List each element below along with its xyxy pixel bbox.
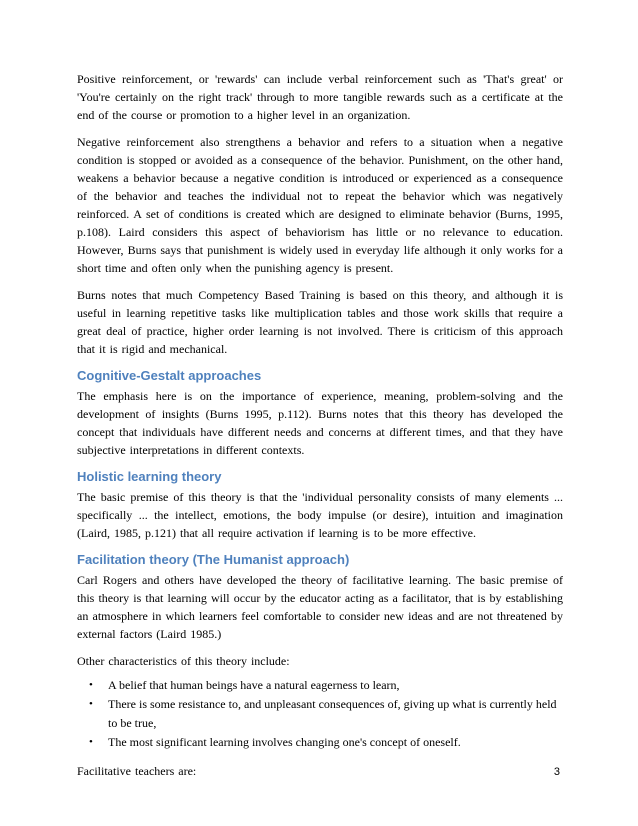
list-item-text: There is some resistance to, and unpleasant consequences of, giving up what is currently held to be true, (108, 697, 557, 730)
page-number: 3 (553, 766, 560, 778)
paragraph-holistic-learning: The basic premise of this theory is that the 'individual personality consists of many elements ... specifically ... the intellect, emotions, the body impulse (or desire), intuition and imagination (Laird, 1985, p.121) that all require activation if learning is to be more effective. (77, 490, 563, 540)
facilitative-teachers-intro: Facilitative teachers are: (77, 764, 197, 778)
document-page (77, 70, 563, 780)
paragraph-positive-reinforcement: Positive reinforcement, or 'rewards' can include verbal reinforcement such as 'That's great' or 'You're certainly on the right track' through to more tangible rewards such as a certificate at the end of the course or promotion to a higher level in an organization. (77, 72, 563, 122)
heading-cognitive-gestalt: Cognitive-Gestalt approaches (77, 368, 262, 383)
bullet-icon: • (89, 698, 93, 710)
heading-facilitation-theory: Facilitation theory (The Humanist approach) (77, 552, 350, 567)
list-item-text: The most significant learning involves changing one's concept of oneself. (108, 735, 461, 749)
paragraph-competency-training: Burns notes that much Competency Based Training is based on this theory, and although it is useful in learning repetitive tasks like multiplication tables and those work skills that require a great deal of practice, higher order learning is not involved. There is criticism of this approach that it is rigid and mechanical. (77, 288, 563, 356)
list-item-text: A belief that human beings have a natural eagerness to learn, (108, 678, 400, 692)
paragraph-facilitation-theory: Carl Rogers and others have developed the theory of facilitative learning. The basic premise of this theory is that learning will occur by the educator acting as a facilitator, that is by establishing an atmosphere in which learners feel comfortable to consider new ideas and are not threatened by external factors (Laird 1985.) (77, 573, 563, 641)
list-item (77, 676, 563, 695)
list-item (77, 695, 563, 733)
other-characteristics-intro: Other characteristics of this theory include: (77, 654, 290, 668)
paragraph-negative-reinforcement: Negative reinforcement also strengthens a behavior and refers to a situation when a negative condition is stopped or avoided as a consequence of the behavior. Punishment, on the other hand, weakens a behavior because a negative condition is introduced or experienced as a consequence of the behavior and teaches the individual not to repeat the behavior which was negatively reinforced. A set of conditions is created which are designed to eliminate behavior (Burns, 1995, p.108). Laird considers this aspect of behaviorism has little or no relevance to education. However, Burns says that punishment is widely used in everyday life although it only works for a short time and often only when the punishing agency is present. (77, 135, 563, 275)
list-item (77, 733, 563, 752)
heading-holistic-learning: Holistic learning theory (77, 469, 222, 484)
paragraph-cognitive-gestalt: The emphasis here is on the importance of experience, meaning, problem-solving and the development of insights (Burns 1995, p.112). Burns notes that this theory has developed the concept that individuals have different needs and concerns at different times, and that they have subjective interpretations in different contexts. (77, 389, 563, 457)
bullet-icon: • (89, 679, 93, 691)
characteristics-list (77, 676, 563, 752)
bullet-icon: • (89, 736, 93, 748)
